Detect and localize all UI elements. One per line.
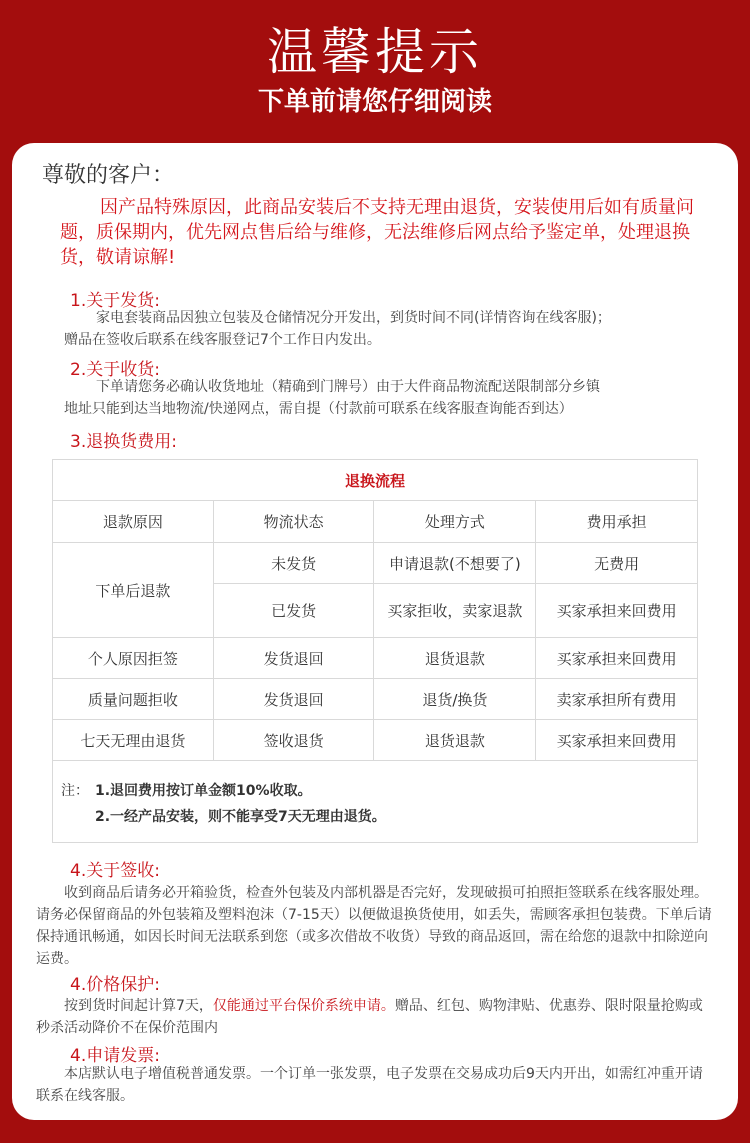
- table-cell: 退货退款: [374, 638, 536, 679]
- notice-card: [12, 143, 738, 1120]
- section-heading-shipping: 1.关于发货:: [70, 291, 160, 311]
- table-row: [53, 638, 698, 679]
- shipping-line-2: 赠品在签收后联系在线客服登记7个工作日内发出。: [64, 332, 381, 348]
- price-text-a: 按到货时间起计算7天，: [64, 998, 213, 1014]
- table-cell: 买家拒收，卖家退款: [374, 584, 536, 638]
- table-cell: 七天无理由退货: [53, 720, 214, 761]
- table-cell: 申请退款(不想要了): [374, 543, 536, 584]
- shipping-line-1: 家电套装商品因独立包装及仓储情况分开发出，到货时间不同(详情咨询在线客服)；: [96, 310, 611, 326]
- table-caption: 退换流程: [53, 460, 698, 501]
- table-cell: 已发货: [213, 584, 374, 638]
- table-cell: 退货退款: [374, 720, 536, 761]
- returns-table: [52, 459, 698, 761]
- table-row: [53, 679, 698, 720]
- table-cell: 签收退货: [213, 720, 374, 761]
- table-header-cell: 退款原因: [53, 501, 214, 543]
- table-header-cell: 费用承担: [536, 501, 698, 543]
- greeting: 尊敬的客户：: [42, 163, 175, 188]
- section-heading-returns-fee: 3.退换货费用:: [70, 432, 177, 452]
- table-cell: 买家承担来回费用: [536, 720, 698, 761]
- price-text: [36, 995, 716, 1039]
- signing-text: 收到商品后请务必开箱验货，检查外包装及内部机器是否完好，发现破损可拍照拒签联系在线客服处理。请务必保留商品的外包装箱及塑料泡沫（7-15天）以便做退换货使用，如丢失，需顾客承担包装费。下单后请保持通讯畅通，如因长时间无法联系到您（或多次借故不收货）导致的商品返回，需在给您的退款中扣除逆向运费。: [36, 885, 712, 967]
- table-cell: 退货/换货: [374, 679, 536, 720]
- bottom-strip: [0, 1120, 750, 1143]
- invoice-text: 本店默认电子增值税普通发票。一个订单一张发票，电子发票在交易成功后9天内开出，如需红冲重开请联系在线客服。: [36, 1066, 703, 1104]
- table-header-cell: 物流状态: [213, 501, 374, 543]
- table-row: [53, 543, 698, 584]
- note-2: 2.一经产品安装，则不能享受7天无理由退货。: [95, 809, 386, 825]
- section-heading-receiving: 2.关于收货:: [70, 360, 160, 380]
- page-title: 温馨提示: [267, 23, 483, 81]
- section-heading-invoice: 4.申请发票:: [70, 1046, 160, 1066]
- section-heading-signing: 4.关于签收:: [70, 861, 160, 881]
- table-cell: 个人原因拒签: [53, 638, 214, 679]
- table-header-row: [53, 501, 698, 543]
- table-cell: 发货退回: [213, 638, 374, 679]
- note-label: 注：: [61, 783, 89, 799]
- table-cell: 买家承担来回费用: [536, 584, 698, 638]
- note-1: 1.退回费用按订单金额10%收取。: [95, 783, 312, 799]
- header: [0, 0, 750, 140]
- table-cell: 买家承担来回费用: [536, 638, 698, 679]
- table-header-cell: 处理方式: [374, 501, 536, 543]
- section-heading-price: 4.价格保护:: [70, 975, 160, 995]
- page-subtitle: 下单前请您仔细阅读: [257, 87, 492, 117]
- table-cell: 下单后退款: [53, 543, 214, 638]
- table-cell: 无费用: [536, 543, 698, 584]
- table-cell: 发货退回: [213, 679, 374, 720]
- table-cell: 质量问题拒收: [53, 679, 214, 720]
- table-cell: 卖家承担所有费用: [536, 679, 698, 720]
- receiving-line-1: 下单请您务必确认收货地址（精确到门牌号）由于大件商品物流配送限制部分乡镇: [96, 379, 600, 395]
- price-text-highlight: 仅能通过平台保价系统申请。: [212, 998, 395, 1014]
- table-notes: [52, 760, 698, 843]
- table-cell: 未发货: [213, 543, 374, 584]
- table-row: [53, 720, 698, 761]
- warning-text: 因产品特殊原因，此商品安装后不支持无理由退货，安装使用后如有质量问题，质保期内，优先网点售后给与维修，无法维修后网点给予鉴定单，处理退换货，敬请谅解!: [60, 197, 694, 268]
- price-text-b: 赠品、红包、购物津贴、优惠券、限时限量抢购或秒杀活动降价不在保价范围内: [36, 998, 703, 1036]
- receiving-line-2: 地址只能到达当地物流/快递网点，需自提（付款前可联系在线客服查询能否到达）: [64, 401, 573, 417]
